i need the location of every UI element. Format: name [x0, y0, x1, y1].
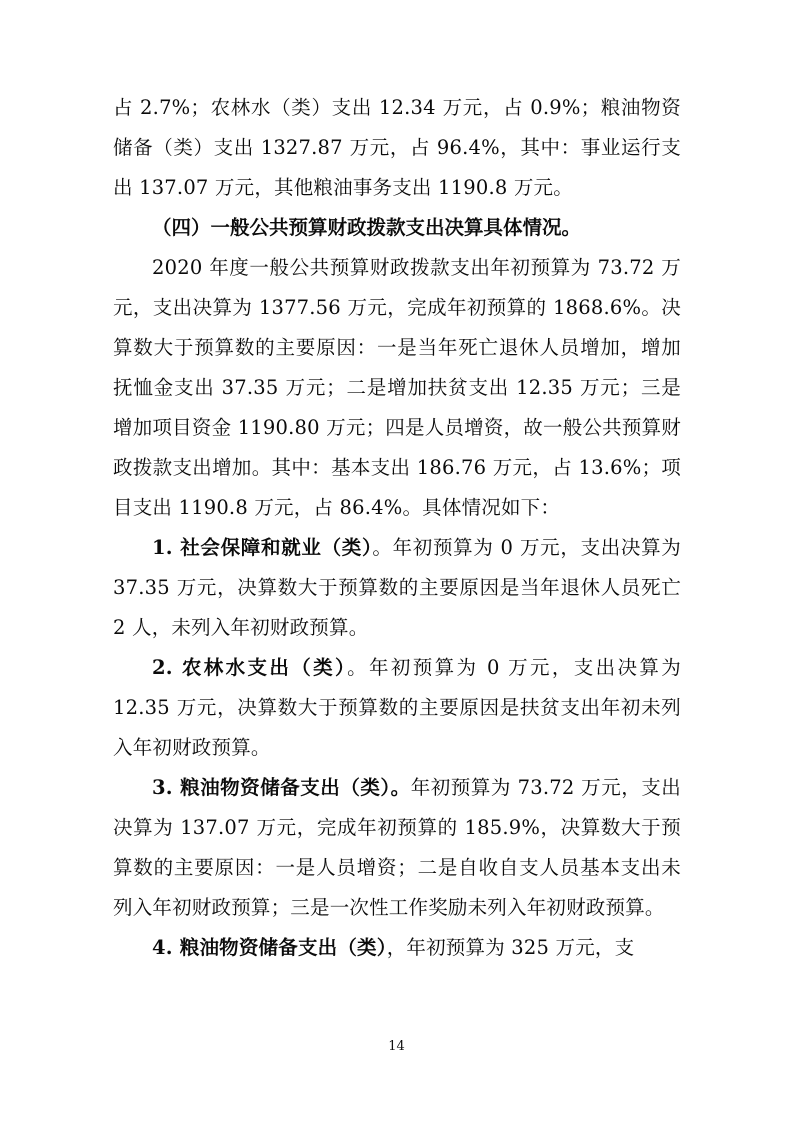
- item-lead-1: 1. 社会保障和就业（类）: [152, 536, 373, 559]
- paragraph-item-1: [113, 528, 681, 648]
- item-body-3: 年初预算为 73.72 万元，支出决算为 137.07 万元，完成年初预算的 185.9%，决算数大于预算数的主要原因：一是人员增资；二是自收自支人员基本支出未列入年初财政预算；三是一次性工作奖励未列入年初财政预算。: [113, 776, 681, 919]
- paragraph-item-2: [113, 648, 681, 768]
- item-lead-2: 2. 农林水支出（类）: [152, 656, 348, 679]
- section-heading: [113, 208, 681, 248]
- page-content: [113, 88, 681, 968]
- paragraph-text: 占 2.7%；农林水（类）支出 12.34 万元，占 0.9%；粮油物资储备（类）支出 1327.87 万元，占 96.4%，其中：事业运行支出 137.07 万元，其他粮油事务支出 1190.8 万元。: [113, 96, 681, 199]
- item-body-4: ，年初预算为 325 万元，支: [386, 936, 635, 959]
- item-body-2: 。年初预算为 0 万元，支出决算为 12.35 万元，决算数大于预算数的主要原因是扶贫支出年初未列入年初财政预算。: [113, 656, 681, 759]
- paragraph-text: 2020 年度一般公共预算财政拨款支出年初预算为 73.72 万元，支出决算为 1377.56 万元，完成年初预算的 1868.6%。决算数大于预算数的主要原因：一是当年死亡退休人员增加，增加抚恤金支出 37.35 万元；二是增加扶贫支出 12.35 万元；三是增加项目资金 1190.80 万元；四是人员增资，故一般公共预算财政拨款支出增加。其中：基本支出 186.76 万元，占 13.6%；项目支出 1190.8 万元，占 86.4%。具体情况如下：: [113, 256, 681, 519]
- paragraph-item-4: [113, 928, 681, 968]
- item-lead-4: 4. 粮油物资储备支出（类）: [152, 936, 387, 959]
- paragraph-item-3: [113, 768, 681, 928]
- paragraph-overview: [113, 248, 681, 528]
- item-body-1: 。年初预算为 0 万元，支出决算为 37.35 万元，决算数大于预算数的主要原因是当年退休人员死亡 2 人，未列入年初财政预算。: [113, 536, 681, 639]
- item-lead-3: 3. 粮油物资储备支出（类）。: [152, 776, 411, 799]
- paragraph-continued: [113, 88, 681, 208]
- page-number: 14: [388, 1039, 405, 1054]
- section-heading-text: （四）一般公共预算财政拨款支出决算具体情况。: [152, 216, 582, 239]
